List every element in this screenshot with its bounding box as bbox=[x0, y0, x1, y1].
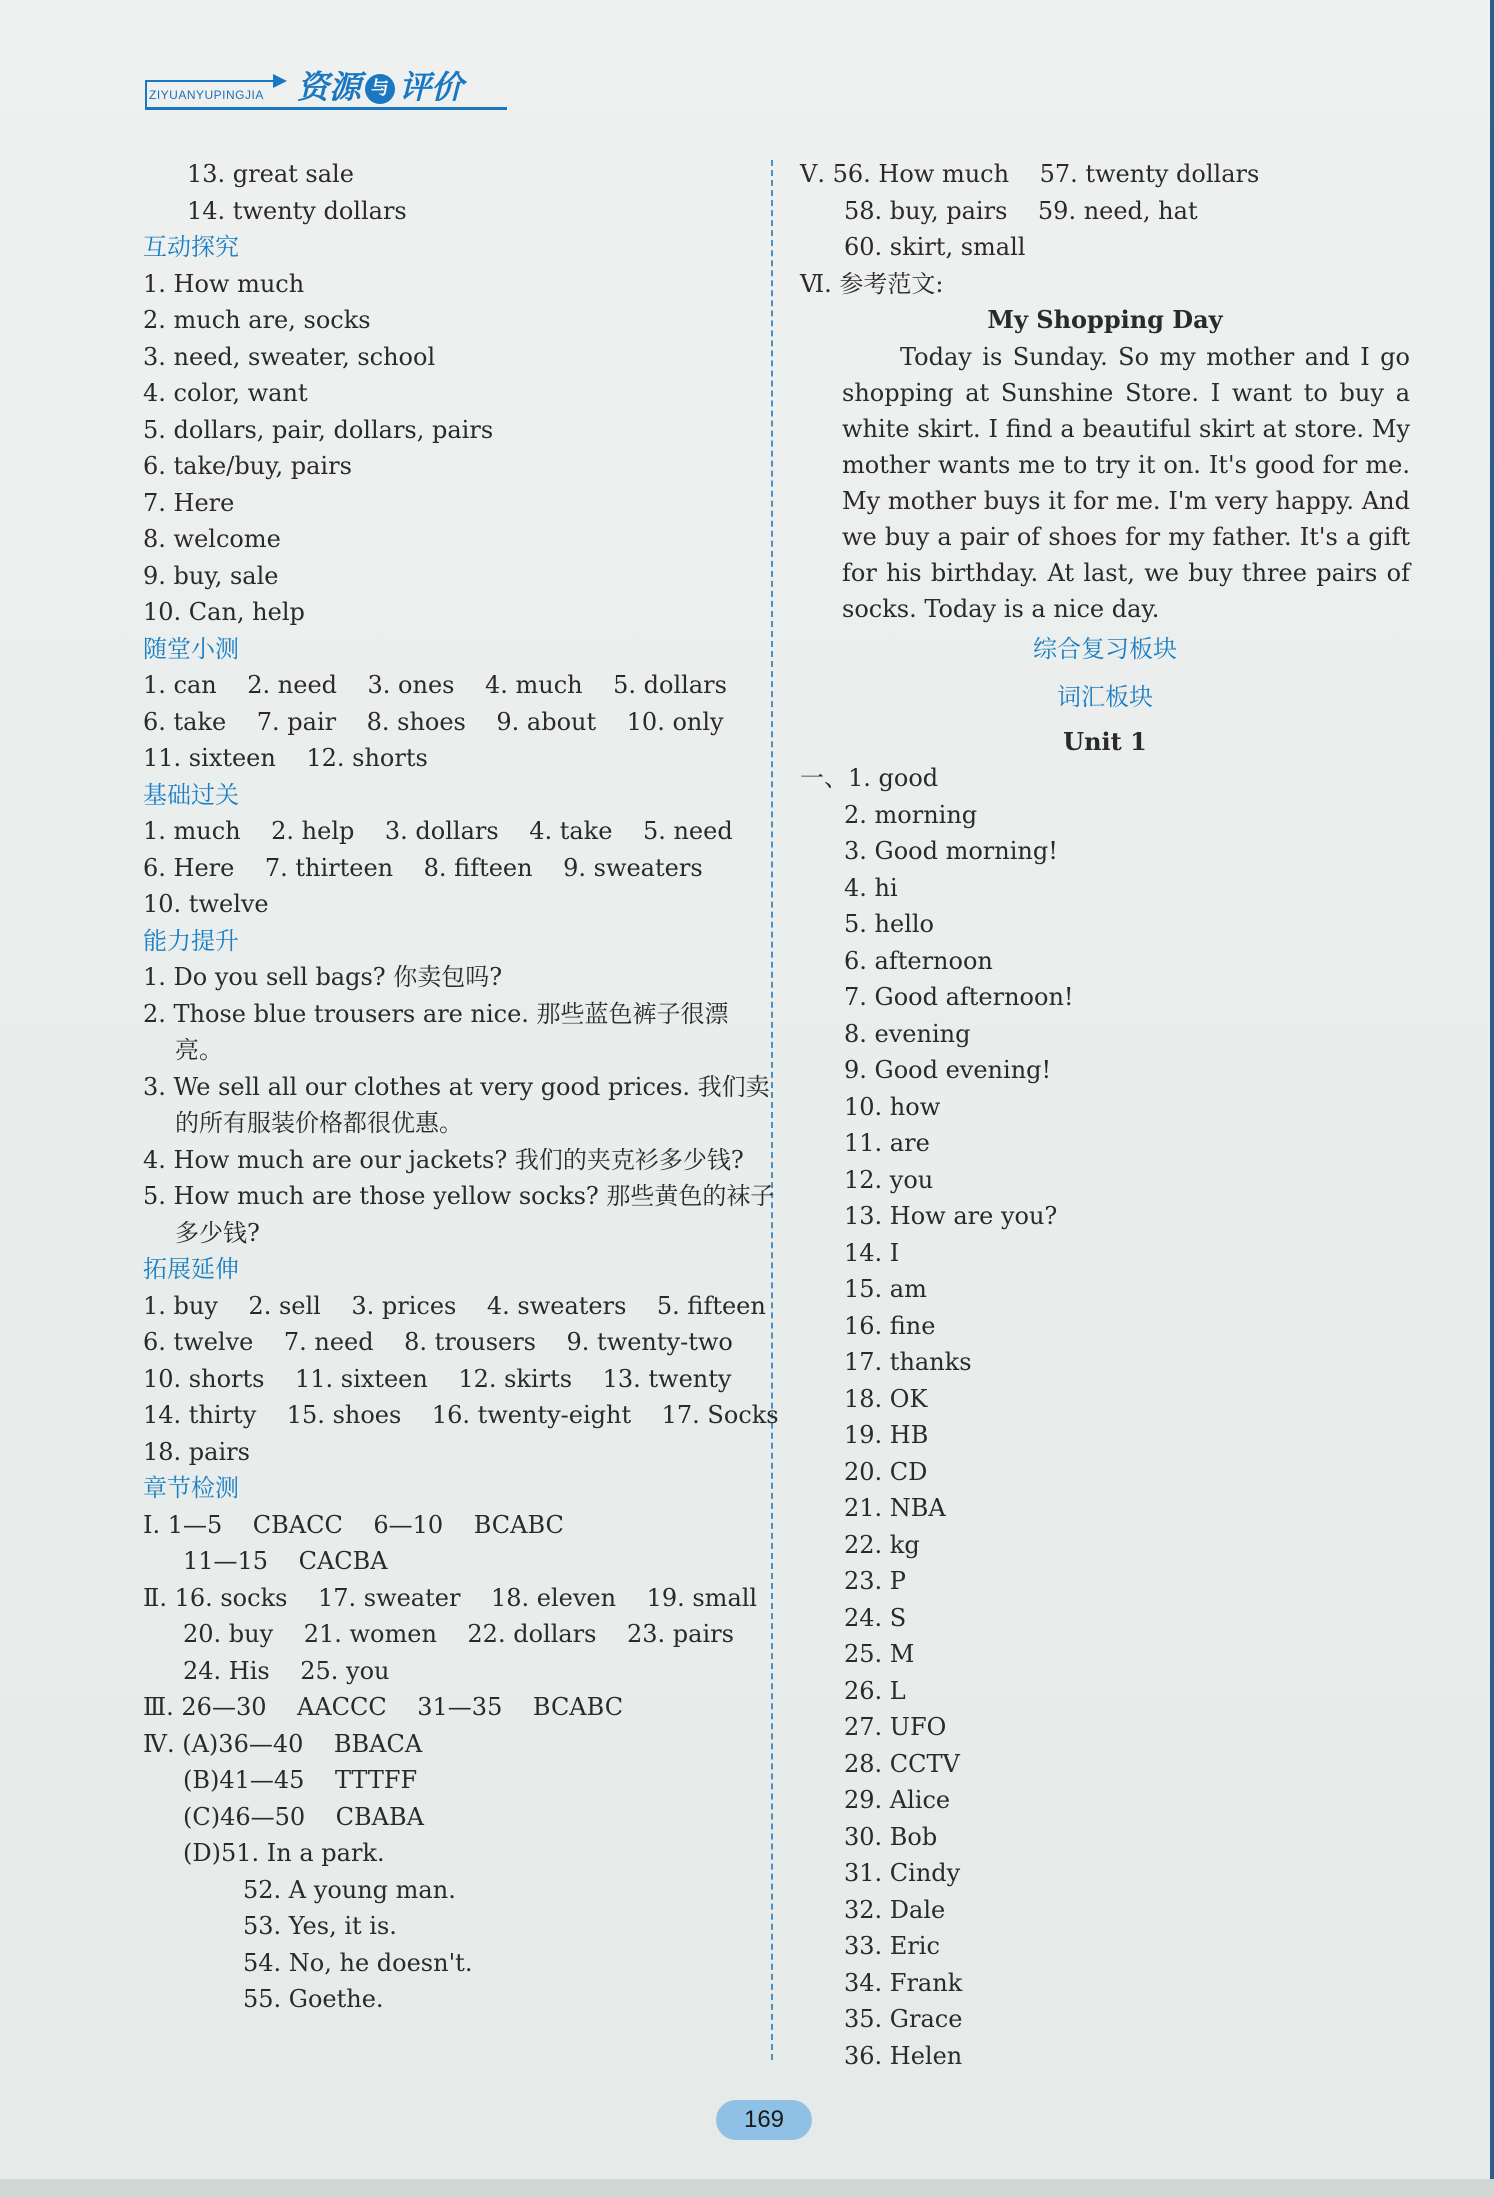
vocab-item: 20. CD bbox=[844, 1457, 928, 1486]
answer-line: 5. How much are those yellow socks? 那些黄色的袜子多少钱? bbox=[143, 1182, 775, 1247]
vocab-item: 25. M bbox=[844, 1640, 915, 1668]
vocab-item: 14. I bbox=[844, 1238, 900, 1267]
answer-line: 3. We sell all our clothes at very good prices. 我们卖的所有服装价格都很优惠。 bbox=[143, 1072, 770, 1137]
page-header bbox=[145, 62, 515, 112]
vocab-item: 11. are bbox=[844, 1129, 930, 1157]
vocab-item: 26. L bbox=[844, 1676, 906, 1705]
answer-line: 8. welcome bbox=[143, 525, 281, 553]
vocab-item: 21. NBA bbox=[844, 1494, 946, 1522]
answer-line: Ⅰ. 1—5 CBACC 6—10 BCABC bbox=[143, 1510, 564, 1539]
unit-heading: Unit 1 bbox=[1063, 726, 1147, 756]
answer-line: (C)46—50 CBABA bbox=[183, 1802, 424, 1831]
answer-line: 60. skirt, small bbox=[844, 233, 1026, 261]
vocab-item: 35. Grace bbox=[844, 2005, 963, 2033]
section-heading: 基础过关 bbox=[143, 780, 239, 809]
answer-line: 1. much 2. help 3. dollars 4. take 5. need bbox=[143, 817, 733, 845]
item-text: 1. good bbox=[848, 764, 939, 792]
vocab-item: 23. P bbox=[844, 1567, 906, 1595]
section-heading: 章节检测 bbox=[143, 1474, 239, 1502]
answer-line: 24. His 25. you bbox=[183, 1656, 390, 1685]
header-title-part1: 资源 bbox=[297, 68, 362, 106]
answer-line: Ⅴ. 56. How much 57. twenty dollars bbox=[800, 160, 1260, 188]
section-heading: 综合复习板块 bbox=[1033, 634, 1177, 663]
vocab-item: 3. Good morning! bbox=[844, 837, 1058, 865]
answer-line: 52. A young man. bbox=[243, 1875, 456, 1904]
left-column bbox=[143, 156, 779, 2018]
essay-text: Today is Sunday. So my mother and I go shopping at Sunshine Store. I want to buy a white skirt. I find a beautiful skirt at store. My mother wants me to try it on. It's good for me. My mother buys it for me. I'm very happy. And we buy a pair of shoes for my father. It's a gift for his birthday. At last, we buy three pairs of socks. Today is a nice day. bbox=[842, 342, 1410, 623]
answer-line: 14. thirty 15. shoes 16. twenty-eight 17. Socks bbox=[143, 1401, 779, 1429]
vocab-item: 19. HB bbox=[844, 1421, 929, 1449]
answer-line: 18. pairs bbox=[143, 1437, 250, 1466]
vocab-item: 36. Helen bbox=[844, 2041, 963, 2070]
page-number: 169 bbox=[716, 2100, 812, 2140]
bottom-strip bbox=[0, 2179, 1494, 2197]
answer-line bbox=[800, 760, 1410, 797]
answer-line: 58. buy, pairs 59. need, hat bbox=[844, 196, 1198, 225]
vocab-item: 12. you bbox=[844, 1165, 934, 1194]
answer-line: Ⅳ. (A)36—40 BBACA bbox=[143, 1729, 423, 1758]
vocab-item: 10. how bbox=[844, 1092, 941, 1121]
vocab-item: 8. evening bbox=[844, 1019, 971, 1048]
vocab-item: 5. hello bbox=[844, 910, 934, 938]
vocab-item: 29. Alice bbox=[844, 1786, 951, 1814]
vocab-item: 17. thanks bbox=[844, 1348, 972, 1376]
answer-line: 10. Can, help bbox=[143, 598, 305, 626]
answer-line: 6. take 7. pair 8. shoes 9. about 10. only bbox=[143, 707, 724, 736]
page-edge bbox=[1490, 0, 1494, 2197]
answer-line: 5. dollars, pair, dollars, pairs bbox=[143, 415, 494, 444]
vocab-item: 34. Frank bbox=[844, 1968, 963, 1997]
answer-line: 1. How much bbox=[143, 269, 305, 298]
answer-line: 6. Here 7. thirteen 8. fifteen 9. sweaters bbox=[143, 853, 703, 882]
vocab-item: 9. Good evening! bbox=[844, 1056, 1052, 1084]
answer-line: 6. take/buy, pairs bbox=[143, 452, 352, 480]
vocab-item: 13. How are you? bbox=[844, 1202, 1058, 1230]
answer-line: 1. can 2. need 3. ones 4. much 5. dollars bbox=[143, 671, 727, 699]
answer-line: 1. buy 2. sell 3. prices 4. sweaters 5. fifteen bbox=[143, 1291, 766, 1320]
answer-line: 20. buy 21. women 22. dollars 23. pairs bbox=[183, 1620, 734, 1648]
vocab-item: 15. am bbox=[844, 1275, 927, 1303]
answer-line: 9. buy, sale bbox=[143, 561, 279, 590]
answer-line: 4. color, want bbox=[143, 379, 308, 407]
vocab-item: 18. OK bbox=[844, 1384, 928, 1413]
header-title-part2: 评价 bbox=[399, 68, 464, 106]
header-pinyin: ZIYUANYUPINGJIA bbox=[149, 88, 264, 102]
answer-line: Ⅲ. 26—30 AACCC 31—35 BCABC bbox=[143, 1693, 624, 1721]
vocab-item: 24. S bbox=[844, 1603, 907, 1632]
section-heading: 能力提升 bbox=[143, 926, 239, 955]
answer-line: 2. much are, socks bbox=[143, 306, 371, 334]
answer-line: 11. sixteen 12. shorts bbox=[143, 744, 428, 772]
answer-line: 13. great sale bbox=[187, 160, 354, 188]
header-arrow-line bbox=[145, 80, 275, 82]
answer-line: 14. twenty dollars bbox=[187, 196, 407, 225]
vocab-item: 2. morning bbox=[844, 800, 978, 829]
answer-line: Ⅱ. 16. socks 17. sweater 18. eleven 19. small bbox=[143, 1583, 758, 1612]
arrow-right-icon bbox=[273, 74, 287, 88]
right-column bbox=[800, 156, 1410, 2074]
vocab-item: 4. hi bbox=[844, 873, 898, 902]
section-heading: 互动探究 bbox=[143, 233, 239, 261]
answer-line: (B)41—45 TTTFF bbox=[183, 1766, 418, 1794]
answer-line: 1. Do you sell bags? 你卖包吗? bbox=[143, 963, 503, 991]
vocab-item: 30. Bob bbox=[844, 1822, 938, 1851]
vocab-item: 32. Dale bbox=[844, 1895, 946, 1924]
answer-line: 10. shorts 11. sixteen 12. skirts 13. twenty bbox=[143, 1364, 732, 1393]
essay-paragraph bbox=[800, 339, 1410, 627]
vocab-item: 31. Cindy bbox=[844, 1859, 961, 1887]
answer-line: 3. need, sweater, school bbox=[143, 342, 436, 371]
answer-line: 11—15 CACBA bbox=[183, 1547, 388, 1575]
section-heading: 拓展延伸 bbox=[143, 1255, 239, 1283]
section-heading: 随堂小测 bbox=[143, 634, 239, 663]
answer-line: 7. Here bbox=[143, 488, 235, 517]
vocab-item: 33. Eric bbox=[844, 1932, 940, 1960]
header-title-circle: 与 bbox=[365, 74, 395, 104]
vocab-item: 22. kg bbox=[844, 1530, 920, 1559]
answer-line: 54. No, he doesn't. bbox=[243, 1948, 473, 1977]
section-heading: 词汇板块 bbox=[1057, 683, 1153, 711]
answer-line: 4. How much are our jackets? 我们的夹克衫多少钱? bbox=[143, 1145, 744, 1174]
answer-line: Ⅵ. 参考范文: bbox=[800, 269, 944, 298]
answer-line: 6. twelve 7. need 8. trousers 9. twenty-two bbox=[143, 1328, 733, 1356]
answer-line: 55. Goethe. bbox=[243, 1985, 384, 2013]
essay-title: My Shopping Day bbox=[987, 305, 1223, 334]
vocab-item: 27. UFO bbox=[844, 1713, 947, 1741]
vocab-item: 28. CCTV bbox=[844, 1749, 960, 1778]
answer-line: 2. Those blue trousers are nice. 那些蓝色裤子很漂亮。 bbox=[143, 999, 729, 1064]
vocab-item: 7. Good afternoon! bbox=[844, 983, 1074, 1011]
header-title bbox=[297, 62, 463, 108]
vocab-item: 6. afternoon bbox=[844, 946, 993, 975]
vocab-item: 16. fine bbox=[844, 1311, 936, 1340]
item-prefix: 一、 bbox=[800, 764, 848, 792]
answer-line: 53. Yes, it is. bbox=[243, 1912, 397, 1940]
answer-line: 10. twelve bbox=[143, 890, 269, 918]
answer-line: (D)51. In a park. bbox=[183, 1839, 385, 1867]
